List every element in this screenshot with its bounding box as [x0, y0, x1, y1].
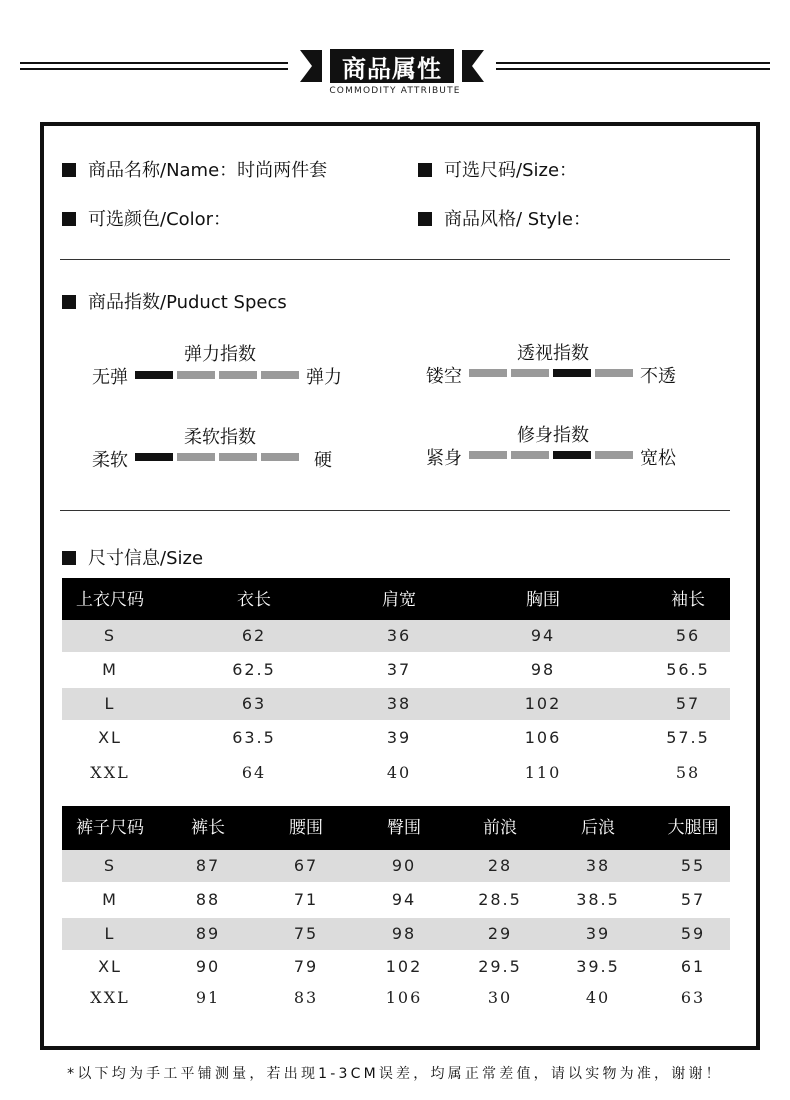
info-name [62, 156, 327, 182]
table-cell: 71 [293, 890, 319, 909]
table-cell: 30 [487, 988, 513, 1007]
specs-section-label [62, 288, 287, 314]
table-cell: XXL [90, 988, 130, 1007]
table-cell: 56 [675, 626, 701, 645]
header-line-right-bottom [496, 68, 770, 70]
size-label-text: 尺寸信息/Size [88, 548, 204, 569]
divider-1 [60, 259, 730, 260]
spec-softness-seg [261, 453, 299, 461]
table-cell: 37 [386, 660, 412, 679]
pants-header-waist: 腰围 [289, 818, 323, 838]
spec-transparency-seg [553, 369, 591, 377]
spec-softness-seg [219, 453, 257, 461]
table-row [62, 884, 730, 916]
info-name-text: 商品名称/Name：时尚两件套 [88, 160, 328, 181]
table-row [62, 757, 730, 789]
table-cell: 40 [585, 988, 611, 1007]
top-header-sleeve: 袖长 [671, 590, 705, 610]
bullet-square-icon [418, 163, 432, 177]
spec-fit-title: 修身指数 [517, 425, 589, 446]
spec-transparency-seg [511, 369, 549, 377]
bullet-square-icon [62, 212, 76, 226]
spec-softness-title: 柔软指数 [184, 427, 256, 448]
spec-elasticity-right: 弹力 [306, 367, 342, 388]
table-cell: 59 [680, 924, 706, 943]
table-cell: 83 [293, 988, 319, 1007]
table-cell: 90 [195, 957, 221, 976]
table-cell: 36 [386, 626, 412, 645]
table-row [62, 620, 730, 652]
spec-elasticity-left: 无弹 [92, 367, 128, 388]
table-cell: 102 [524, 694, 562, 713]
header-left-ornament [296, 50, 326, 82]
table-cell: M [102, 890, 118, 909]
pants-header-back-rise: 后浪 [581, 818, 615, 838]
table-cell: 40 [386, 763, 412, 782]
table-cell: 63 [680, 988, 706, 1007]
table-cell: 39 [585, 924, 611, 943]
pants-header-hip: 臀围 [387, 818, 421, 838]
table-cell: 64 [241, 763, 267, 782]
table-cell: 106 [524, 728, 562, 747]
table-cell: 38.5 [576, 890, 620, 909]
spec-fit-seg [469, 451, 507, 459]
top-header-size: 上衣尺码 [76, 590, 144, 610]
spec-elasticity-seg [135, 371, 173, 379]
table-cell: 94 [391, 890, 417, 909]
spec-transparency-left: 镂空 [426, 366, 462, 387]
header-line-left-top [20, 62, 288, 64]
spec-softness-right: 硬 [314, 450, 332, 471]
table-cell: 57 [680, 890, 706, 909]
table-cell: S [103, 626, 117, 645]
table-cell: 67 [293, 856, 319, 875]
top-header-length: 衣长 [237, 590, 271, 610]
info-color-text: 可选颜色/Color： [88, 209, 232, 230]
spec-elasticity-seg [177, 371, 215, 379]
spec-fit-seg [595, 451, 633, 459]
table-cell: L [104, 694, 116, 713]
spec-fit-seg [553, 451, 591, 459]
table-cell: 63.5 [232, 728, 276, 747]
table-cell: 28.5 [478, 890, 522, 909]
table-cell: 38 [585, 856, 611, 875]
specs-label-text: 商品指数/Puduct Specs [88, 292, 287, 313]
table-cell: M [102, 660, 118, 679]
table-row [62, 722, 730, 754]
table-row [62, 688, 730, 720]
table-row [62, 654, 730, 686]
table-cell: 90 [391, 856, 417, 875]
table-cell: 29 [487, 924, 513, 943]
spec-elasticity-seg [219, 371, 257, 379]
top-header-bust: 胸围 [526, 590, 560, 610]
spec-fit-left: 紧身 [426, 448, 462, 469]
table-cell: 98 [530, 660, 556, 679]
table-cell: 39.5 [576, 957, 620, 976]
table-cell: 110 [524, 763, 562, 782]
bullet-square-icon [62, 295, 76, 309]
header-line-left-bottom [20, 68, 288, 70]
table-cell: 87 [195, 856, 221, 875]
spec-softness-seg [135, 453, 173, 461]
table-cell: 56.5 [666, 660, 710, 679]
table-cell: 106 [385, 988, 423, 1007]
bullet-square-icon [62, 551, 76, 565]
spec-transparency-right: 不透 [640, 366, 676, 387]
table-cell: 39 [386, 728, 412, 747]
table-cell: 38 [386, 694, 412, 713]
page-subtitle: COMMODITY ATTRIBUTE [329, 86, 461, 96]
top-table-header [62, 578, 730, 622]
table-cell: 62 [241, 626, 267, 645]
table-row [62, 918, 730, 950]
spec-fit-seg [511, 451, 549, 459]
table-cell: 94 [530, 626, 556, 645]
table-cell: 75 [293, 924, 319, 943]
table-cell: XXL [90, 763, 130, 782]
pants-table-header [62, 806, 730, 850]
table-cell: 58 [675, 763, 701, 782]
table-cell: 79 [293, 957, 319, 976]
table-cell: 28 [487, 856, 513, 875]
footer-note: *以下均为手工平铺测量，若出现1-3CM误差，均属正常差值，请以实物为准，谢谢！ [67, 1066, 723, 1082]
top-header-shoulder: 肩宽 [382, 590, 416, 610]
table-cell: 61 [680, 957, 706, 976]
spec-elasticity-seg [261, 371, 299, 379]
spec-softness-seg [177, 453, 215, 461]
table-cell: XL [98, 957, 122, 976]
table-cell: 29.5 [478, 957, 522, 976]
pants-header-front-rise: 前浪 [483, 818, 517, 838]
table-row [62, 850, 730, 882]
table-cell: L [104, 924, 116, 943]
table-row [62, 951, 730, 983]
header-line-right-top [496, 62, 770, 64]
header-right-ornament [458, 50, 488, 82]
spec-softness-left: 柔软 [92, 450, 128, 471]
page-title: 商品属性 [330, 49, 454, 83]
table-cell: 62.5 [232, 660, 276, 679]
spec-transparency-seg [595, 369, 633, 377]
info-style [418, 205, 591, 231]
info-style-text: 商品风格/ Style： [444, 209, 591, 230]
divider-2 [60, 510, 730, 511]
spec-transparency-seg [469, 369, 507, 377]
table-cell: 98 [391, 924, 417, 943]
size-section-label [62, 544, 203, 570]
info-size-text: 可选尺码/Size： [444, 160, 578, 181]
pants-header-length: 裤长 [191, 818, 225, 838]
info-color [62, 205, 231, 231]
table-cell: 57 [675, 694, 701, 713]
table-cell: XL [98, 728, 122, 747]
pants-header-thigh: 大腿围 [667, 818, 719, 838]
table-cell: 89 [195, 924, 221, 943]
table-cell: 88 [195, 890, 221, 909]
table-cell: 63 [241, 694, 267, 713]
bullet-square-icon [418, 212, 432, 226]
table-cell: 57.5 [666, 728, 710, 747]
table-cell: 102 [385, 957, 423, 976]
spec-transparency-title: 透视指数 [517, 343, 589, 364]
table-cell: 55 [680, 856, 706, 875]
table-cell: 91 [195, 988, 221, 1007]
bullet-square-icon [62, 163, 76, 177]
spec-elasticity-title: 弹力指数 [184, 344, 256, 365]
table-cell: S [103, 856, 117, 875]
info-size [418, 156, 577, 182]
pants-header-size: 裤子尺码 [76, 818, 144, 838]
spec-fit-right: 宽松 [640, 448, 676, 469]
table-row [62, 982, 730, 1014]
